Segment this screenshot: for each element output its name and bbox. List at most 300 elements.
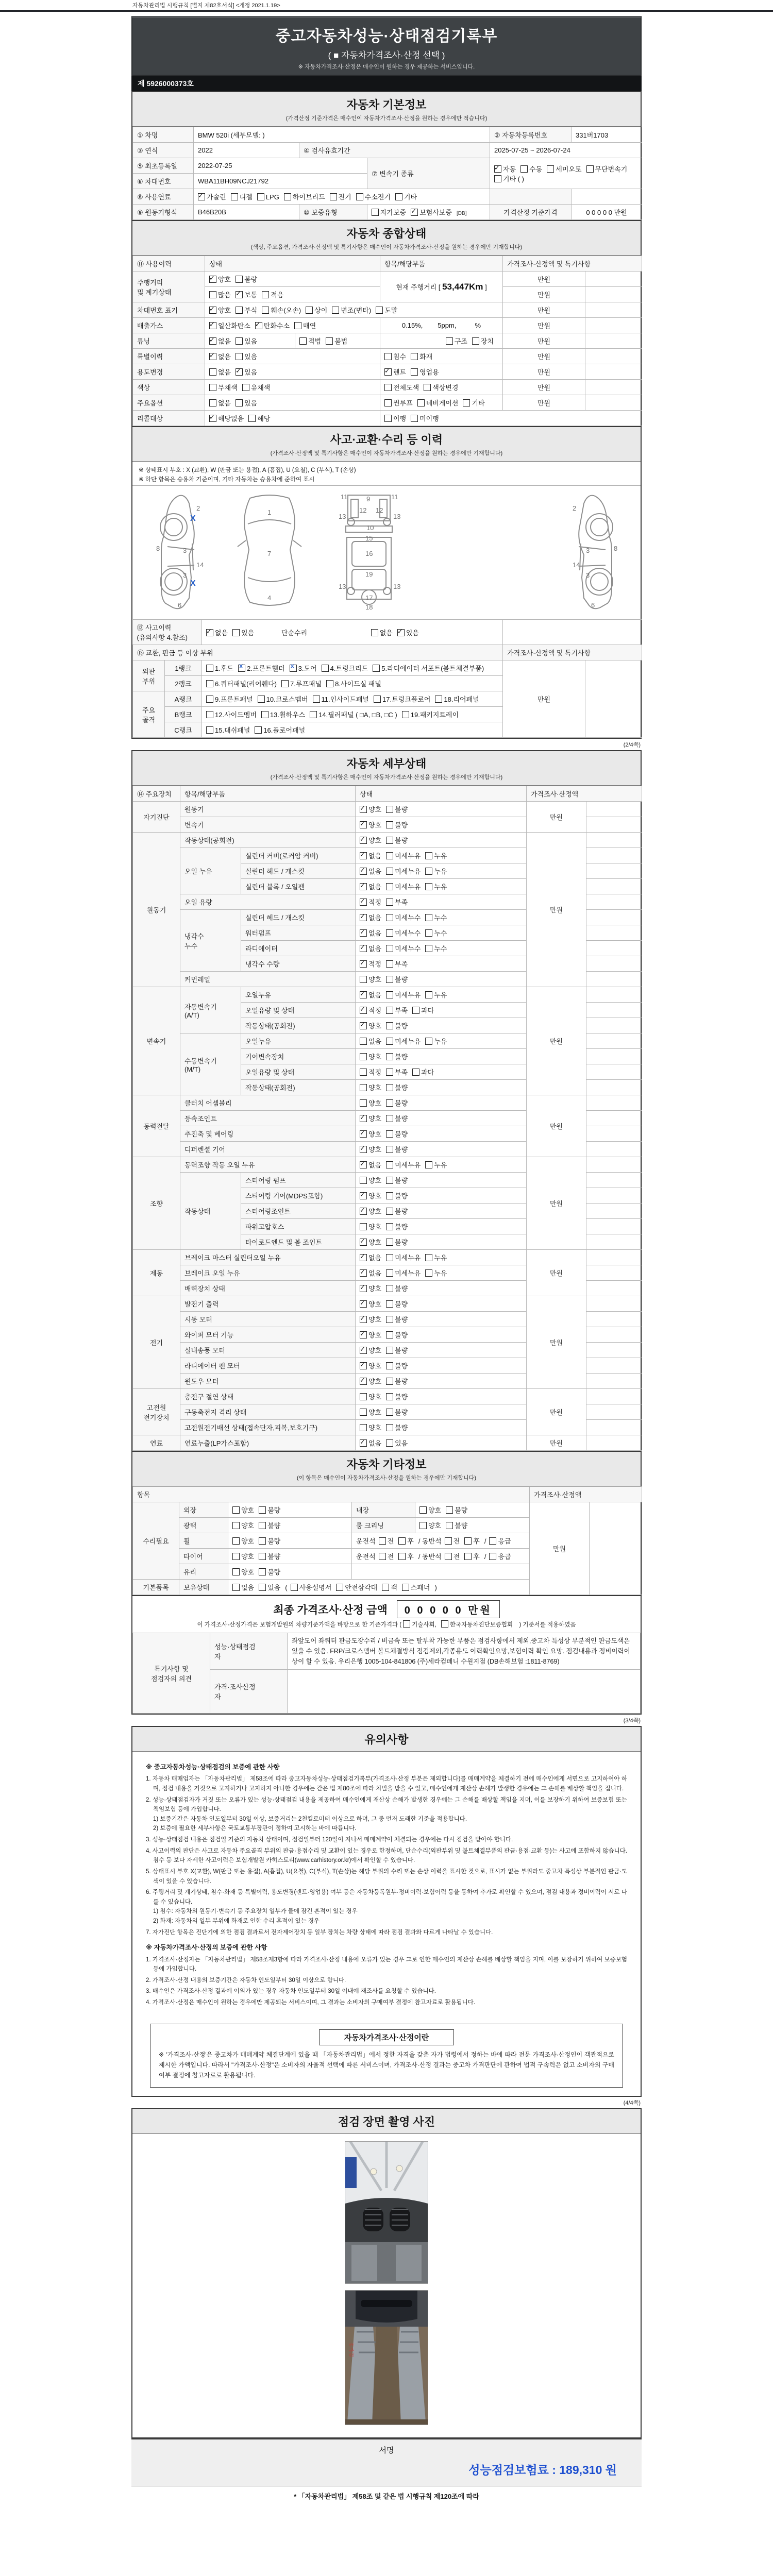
svg-text:18: 18 — [365, 603, 373, 611]
checkbox-장치[interactable]: 장치 — [472, 336, 494, 346]
checkbox-불량[interactable]: 불량 — [386, 1144, 408, 1154]
svg-text:2: 2 — [196, 504, 200, 512]
state-checks — [356, 941, 527, 956]
item-label: 커먼레일 — [180, 972, 356, 987]
checkbox-18.리어패널[interactable]: 18.리어패널 — [435, 694, 479, 704]
checkbox-양호[interactable]: ✓ 양호 — [360, 1144, 381, 1154]
price-cell: 만원 — [503, 272, 585, 287]
svg-text:14: 14 — [573, 561, 580, 569]
part-label: 스티어링 펌프 — [241, 1173, 356, 1188]
checkbox-불량[interactable]: 불량 — [386, 1283, 408, 1293]
checkbox-누유[interactable]: 누유 — [425, 1268, 447, 1278]
checkbox-없음[interactable]: ✓ 없음 — [360, 928, 381, 938]
notice-item-0-1: 2. 성능·상태점검자가 거짓 또는 오류가 있는 성능·상태점검 내용을 제공하여 매수인에게 재산상 손해가 발생한 경우에는 그 손해를 배상할 책임을 지며, 이를 보장하기 위하여 보증보험 또는 책임보험 등에 가입합니다. 1) 보증기간은 자동차 인도일부터 30일 이상, 보증거리는 2천킬로미터 이상으로 하며, 그 중 먼저 도래한 기준을 적용합니다. 2) 보증에 필요한 세부사항은 국토교통부장관이 정하여 고시하는 바에 따릅니다. — [146, 1797, 627, 1832]
checkbox-이행[interactable]: 이행 — [384, 413, 406, 423]
checkbox-부식[interactable]: 부식 — [236, 305, 257, 315]
checkbox-양호[interactable]: ✓ 양호 — [360, 1021, 381, 1030]
price-appraisal-select-line: ( ■ 자동차가격조사·산정 선택 ) — [328, 50, 445, 60]
checkbox-미세누유[interactable]: 미세누유 — [386, 990, 421, 999]
checkbox-8.사이드실 패널[interactable]: 8.사이드실 패널 — [326, 679, 381, 688]
checkbox-불량[interactable]: 불량 — [386, 1052, 408, 1061]
price-appraisal-definition-box — [150, 2024, 623, 2088]
checkbox-미세누유[interactable]: 미세누유 — [386, 1036, 421, 1046]
checkbox-누유[interactable]: 누유 — [425, 851, 447, 860]
col-usage-history: ⑪ 사용이력 — [133, 256, 205, 272]
checkbox-불량[interactable]: 불량 — [386, 820, 408, 829]
document-body — [131, 0, 642, 2503]
checkbox-미이행[interactable]: 미이행 — [411, 413, 439, 423]
notice-item-0-4: 5. 상태표시 부호 X(교환), W(판금 또는 용접), A(흠집), U(요철), C(부식), T(손상)는 해당 부위의 수리 또는 손상 이력을 표시한 것으로, 표시가 없는 부위라도 중고차 특성상 부분적인 판금·도색이 있을 수 있습니다. — [146, 1868, 627, 1885]
checkbox-많음[interactable]: 많음 — [209, 290, 231, 299]
checkbox-불량[interactable]: 불량 — [386, 1175, 408, 1185]
checkbox-네비게이션[interactable]: 네비게이션 — [417, 398, 459, 408]
checkbox-불량[interactable]: 불량 — [386, 835, 408, 845]
opinion-table — [132, 1633, 641, 1714]
checkbox-1.후드[interactable]: 1.후드 — [206, 663, 233, 673]
checkbox-훼손(오손)[interactable]: 훼손(오손) — [262, 305, 301, 315]
part-label: 작동상태(공회전) — [241, 1018, 356, 1033]
checkbox-양호[interactable]: 양호 — [360, 1222, 381, 1231]
checkbox-기술사회,[interactable]: 기술사회, — [403, 1620, 436, 1629]
checkbox-양호[interactable]: 양호 — [360, 974, 381, 984]
svg-text:4: 4 — [267, 594, 272, 602]
checkbox-불량[interactable]: 불량 — [386, 1299, 408, 1309]
checkbox-없음[interactable]: ✓ 없음 — [360, 882, 381, 891]
checkbox-양호[interactable]: 양호 — [419, 1520, 441, 1530]
misc-info-section — [131, 1452, 642, 1596]
checkbox-없음[interactable]: 없음 — [360, 1036, 381, 1046]
checkbox-해당없음[interactable]: ✓ 해당없음 — [209, 413, 244, 423]
misc-item-a: 유리 — [179, 1564, 228, 1580]
group-outer-panel: 외판 부위 — [133, 660, 165, 691]
checkbox-부족[interactable]: 부족 — [386, 959, 408, 969]
checkbox-양호[interactable]: 양호 — [360, 1175, 381, 1185]
misc-item-a: 휠 — [179, 1533, 228, 1549]
checkbox-미세누수[interactable]: 미세누수 — [386, 912, 421, 922]
svg-text:10: 10 — [366, 524, 374, 532]
checkbox-구조[interactable]: 구조 — [446, 336, 467, 346]
accident-history-label: ⑫ 사고이력 (유의사항 4.참조) — [133, 620, 202, 645]
checkbox-있음[interactable]: ✓ 있음 — [397, 628, 419, 637]
accident-subtitle: (가격조사·산정액 및 특기사항은 매수인이 자동차가격조사·산정을 원하는 경우에만 기재합니다) — [270, 450, 503, 456]
checkbox-무단변속기[interactable]: 무단변속기 — [586, 164, 628, 174]
checkbox-7.루프패널[interactable]: 7.루프패널 — [281, 679, 322, 688]
checkbox-누수[interactable]: 누수 — [425, 943, 447, 953]
checkbox-일산화탄소[interactable]: ✓ 일산화탄소 — [209, 320, 250, 330]
checkbox-10.크로스멤버[interactable]: 10.크로스멤버 — [258, 694, 308, 704]
inspection-insurance-fee: 성능점검보험료 : 189,310 원 — [468, 2463, 617, 2477]
group-price: 만원 — [527, 1435, 586, 1451]
checkbox-없음[interactable]: ✓ 없음 — [360, 943, 381, 953]
checkbox-적음[interactable]: 적음 — [262, 290, 283, 299]
state-checks — [356, 1126, 527, 1142]
checkbox-불량[interactable]: 불량 — [386, 1392, 408, 1401]
checkbox-안전삼각대[interactable]: 안전삼각대 — [336, 1582, 377, 1592]
checkbox-17.트렁크플로어[interactable]: 17.트렁크플로어 — [374, 694, 430, 704]
checkbox-없음[interactable]: ✓ 없음 — [209, 351, 231, 361]
checkbox-11.인사이드패널[interactable]: 11.인사이드패널 — [313, 694, 369, 704]
checkbox-양호[interactable]: ✓ 양호 — [360, 1299, 381, 1309]
checkbox-양호[interactable]: 양호 — [360, 1082, 381, 1092]
checkbox-양호[interactable]: 양호 — [232, 1520, 254, 1530]
checkbox-적정[interactable]: ✓ 적정 — [360, 1005, 381, 1015]
checkbox-양호[interactable]: 양호 — [232, 1505, 254, 1515]
item-label: 원동기 — [180, 802, 356, 817]
checkbox-누유[interactable]: 누유 — [425, 882, 447, 891]
checkbox-부족[interactable]: 부족 — [386, 1067, 408, 1077]
checkbox-누수[interactable]: 누수 — [425, 912, 447, 922]
checkbox-불량[interactable]: 불량 — [386, 974, 408, 984]
misc-subtitle: (이 항목은 매수인이 자동차가격조사·산정을 원하는 경우에만 기재합니다) — [296, 1475, 477, 1481]
checkbox-무채색[interactable]: 무채색 — [209, 382, 238, 392]
checkbox-수소전기[interactable]: 수소전기 — [356, 192, 391, 201]
checkbox-불량[interactable]: 불량 — [386, 1129, 408, 1139]
checkbox-잭[interactable]: 잭 — [382, 1582, 397, 1592]
checkbox-없음[interactable]: ✓ 없음 — [360, 1160, 381, 1170]
checkbox-전[interactable]: 전 — [379, 1551, 394, 1561]
checkbox-누유[interactable]: 누유 — [425, 1252, 447, 1262]
checkbox-없음[interactable]: 없음 — [209, 398, 231, 408]
checkbox-불량[interactable]: 불량 — [386, 804, 408, 814]
checkbox-부족[interactable]: 부족 — [386, 897, 408, 907]
checkbox-해당[interactable]: 해당 — [248, 413, 270, 423]
checkbox-양호[interactable]: ✓ 양호 — [360, 835, 381, 845]
checkbox-후[interactable]: 후 — [464, 1551, 480, 1561]
checkbox-미세누수[interactable]: 미세누수 — [386, 943, 421, 953]
checkbox-없음[interactable]: ✓ 없음 — [360, 1268, 381, 1278]
checkbox-자동[interactable]: ✓자동 — [494, 164, 516, 174]
checkbox-5.라디에이터 서포트(볼트체결부품)[interactable]: 5.라디에이터 서포트(볼트체결부품) — [373, 663, 484, 673]
checkbox-있음[interactable]: 있음 — [236, 398, 257, 408]
checkbox-양호[interactable]: 양호 — [232, 1551, 254, 1561]
inline-text: / — [484, 1537, 486, 1545]
checkbox-9.프론트패널[interactable]: 9.프론트패널 — [206, 694, 253, 704]
checkbox-유채색[interactable]: 유채색 — [242, 382, 271, 392]
checkbox-양호[interactable]: ✓ 양호 — [360, 1330, 381, 1340]
checkbox-누유[interactable]: 누유 — [425, 866, 447, 876]
part-label: 스티어링 기어(MDPS포함) — [241, 1188, 356, 1204]
svg-text:7: 7 — [267, 550, 272, 557]
notice-item-1-2: 3. 매수인은 가격조사·산정 결과에 이의가 있는 경우 자동차 인도일부터 30일 이내에 재조사를 요청할 수 있습니다. — [146, 1988, 436, 1995]
checkbox-사용설명서[interactable]: 사용설명서 — [291, 1582, 332, 1592]
checkbox-불량[interactable]: 불량 — [386, 1222, 408, 1231]
checkbox-전체도색[interactable]: 전체도색 — [384, 382, 419, 392]
item-label: 고전원전기배선 상태(접속단자,피복,보호기구) — [180, 1420, 356, 1435]
checkbox-과다[interactable]: 과다 — [412, 1005, 434, 1015]
group-price: 만원 — [527, 987, 586, 1095]
checkbox-없음[interactable]: ✓ 없음 — [360, 990, 381, 999]
checkbox-불량[interactable]: 불량 — [259, 1505, 280, 1515]
state-checks — [356, 1234, 527, 1250]
checkbox-불량[interactable]: 불량 — [446, 1505, 467, 1515]
checkbox-불량[interactable]: 불량 — [236, 274, 257, 284]
checkbox-양호[interactable]: 양호 — [360, 1052, 381, 1061]
checkbox-전[interactable]: 전 — [445, 1536, 460, 1546]
item-label: 추진축 및 베어링 — [180, 1126, 356, 1142]
state-checks — [356, 1095, 527, 1111]
state-checks — [356, 956, 527, 972]
main-option-label: 주요옵션 — [133, 395, 205, 411]
checkbox-과다[interactable]: 과다 — [412, 1067, 434, 1077]
checkbox-불량[interactable]: 불량 — [386, 1422, 408, 1432]
checkbox-불량[interactable]: 불량 — [259, 1536, 280, 1546]
checkbox-없음[interactable]: 없음 — [209, 367, 231, 377]
checkbox-불량[interactable]: 불량 — [259, 1520, 280, 1530]
checkbox-있음[interactable]: 있음 — [236, 351, 257, 361]
misc-item-a: 광택 — [179, 1518, 228, 1533]
checkbox-누유[interactable]: 누유 — [425, 990, 447, 999]
device-group-1: 원동기 — [133, 833, 180, 987]
checkbox-미세누유[interactable]: 미세누유 — [386, 882, 421, 891]
car-diagram — [132, 486, 641, 619]
notice-title: 유의사항 — [364, 1733, 409, 1746]
checkbox-기타[interactable]: 기타 — [395, 192, 417, 201]
checkbox-후[interactable]: 후 — [398, 1551, 414, 1561]
checkbox-썬루프[interactable]: 썬루프 — [384, 398, 413, 408]
checkbox-양호[interactable]: ✓ 양호 — [209, 305, 231, 315]
checkbox-불량[interactable]: 불량 — [386, 1206, 408, 1216]
checkbox-없음[interactable]: ✓없음 — [206, 628, 228, 637]
accident-price: 만원 — [503, 660, 585, 738]
part-label: 라디에이터 — [241, 941, 356, 956]
misc-table — [132, 1486, 641, 1595]
basic-info-table — [132, 127, 641, 220]
state-checks — [356, 1374, 527, 1389]
checkbox-응급[interactable]: 응급 — [489, 1551, 511, 1561]
item-label: 자동변속기 (A/T) — [180, 987, 241, 1033]
checkbox-6.쿼터패널(리어휀다)[interactable]: 6.쿼터패널(리어휀다) — [206, 679, 277, 688]
checkbox-한국자동차진단보증협회[interactable]: 한국자동차진단보증협회 — [441, 1620, 513, 1629]
checkbox-2.프론트휀더[interactable]: X 2.프론트휀더 — [238, 663, 285, 673]
checkbox-불량[interactable]: 불량 — [386, 1082, 408, 1092]
checkbox-4.트렁크리드[interactable]: 4.트렁크리드 — [322, 663, 368, 673]
checkbox-하이브리드[interactable]: 하이브리드 — [284, 192, 325, 201]
checkbox-불량[interactable]: 불량 — [386, 1361, 408, 1370]
checkbox-양호[interactable]: ✓ 양호 — [360, 1113, 381, 1123]
checkbox-없음[interactable]: 없음 — [371, 628, 393, 637]
price-appraisal-note: ※ 자동차가격조사·산정은 매수인이 원하는 경우 제공하는 서비스입니다. — [298, 64, 475, 70]
checkbox-19.패키지트레이[interactable]: 19.패키지트레이 — [402, 709, 459, 719]
checkbox-16.플로어패널[interactable]: 16.플로어패널 — [255, 725, 305, 735]
car-name-label: ① 차명 — [133, 127, 194, 143]
checkbox-렌트[interactable]: ✓ 렌트 — [384, 367, 406, 377]
checkbox-불법[interactable]: 불법 — [326, 336, 347, 346]
checkbox-미세누유[interactable]: 미세누유 — [386, 866, 421, 876]
checkbox-상이[interactable]: 상이 — [306, 305, 327, 315]
checkbox-불량[interactable]: 불량 — [386, 1098, 408, 1108]
checkbox-응급[interactable]: 응급 — [489, 1536, 511, 1546]
rank-items-0 — [202, 660, 503, 676]
color-label: 색상 — [133, 380, 205, 395]
svg-text:8: 8 — [156, 545, 160, 552]
opinion-label: 특기사항 및 점검자의 의견 — [133, 1633, 210, 1714]
checkbox-12.사이드멤버[interactable]: 12.사이드멤버 — [206, 709, 257, 719]
state-checks — [356, 1404, 527, 1420]
checkbox-없음[interactable]: ✓ 없음 — [360, 1252, 381, 1262]
checkbox-후[interactable]: 후 — [398, 1536, 414, 1546]
state-checks — [356, 817, 527, 833]
checkbox-불량[interactable]: 불량 — [386, 1376, 408, 1386]
checkbox-보험사보증[interactable]: ✓ 보험사보증 — [411, 207, 452, 217]
checkbox-미세누유[interactable]: 미세누유 — [386, 1268, 421, 1278]
misc-col-item: 항목 — [133, 1487, 530, 1502]
checkbox-3.도어[interactable]: X 3.도어 — [290, 663, 317, 673]
state-checks — [356, 863, 527, 879]
misc-checks-a — [228, 1502, 352, 1518]
checkbox-13.휠하우스[interactable]: 13.휠하우스 — [261, 709, 305, 719]
item-label: 배력장치 상태 — [180, 1281, 356, 1296]
warranty-options — [367, 205, 490, 220]
part-label: 오일유량 및 상태 — [241, 1064, 356, 1080]
checkbox-미세누수[interactable]: 미세누수 — [386, 928, 421, 938]
checkbox-후[interactable]: 후 — [464, 1536, 480, 1546]
recall-checks-2 — [380, 411, 642, 426]
checkbox-디젤[interactable]: 디젤 — [231, 192, 253, 201]
part-label: 타이로드엔드 및 볼 조인트 — [241, 1234, 356, 1250]
state-checks — [356, 1064, 527, 1080]
checkbox-있음[interactable]: 있음 — [232, 628, 254, 637]
checkbox-양호[interactable]: 양호 — [360, 1422, 381, 1432]
checkbox-누유[interactable]: 누유 — [425, 1160, 447, 1170]
checkbox-양호[interactable]: ✓ 양호 — [360, 1345, 381, 1355]
checkbox-있음[interactable]: 있음 — [386, 1438, 408, 1448]
checkbox-침수[interactable]: 침수 — [384, 351, 406, 361]
checkbox-적정[interactable]: 적정 — [360, 1067, 381, 1077]
checkbox-양호[interactable]: ✓ 양호 — [360, 1376, 381, 1386]
checkbox-변조(변타)[interactable]: 변조(변타) — [332, 305, 371, 315]
exchange-mark-rear-door: X — [190, 579, 196, 588]
checkbox-전기[interactable]: 전기 — [330, 192, 351, 201]
checkbox-없음[interactable]: ✓ 없음 — [360, 1438, 381, 1448]
checkbox-없음[interactable]: ✓ 없음 — [360, 851, 381, 860]
checkbox-불량[interactable]: 불량 — [386, 1191, 408, 1200]
part-label: 실린더 블록 / 오일팬 — [241, 879, 356, 894]
checkbox-14.필러패널 ( □A, □B, □C )[interactable]: 14.필러패널 ( □A, □B, □C ) — [310, 709, 397, 719]
checkbox-없음[interactable]: ✓ 없음 — [209, 336, 231, 346]
svg-text:11: 11 — [341, 493, 348, 501]
misc-grid — [132, 1486, 642, 1595]
checkbox-부족[interactable]: 부족 — [386, 1005, 408, 1015]
checkbox-전[interactable]: 전 — [445, 1551, 460, 1561]
checkbox-불량[interactable]: 불량 — [386, 1330, 408, 1340]
checkbox-있음[interactable]: ✓ 있음 — [236, 367, 257, 377]
reg-no-value: 331버1703 — [572, 127, 642, 143]
notice-item-1-1: 2. 가격조사·산정 내용의 보증기간은 자동차 인도일부터 30일 이상으로 합니다. — [146, 1977, 346, 1984]
state-checks — [356, 1080, 527, 1095]
checkbox-적정[interactable]: ✓ 적정 — [360, 959, 381, 969]
checkbox-없음[interactable]: 없음 — [232, 1582, 254, 1592]
checkbox-불량[interactable]: 불량 — [259, 1551, 280, 1561]
misc-col-price: 가격조사·산정액 — [530, 1487, 642, 1502]
checkbox-없음[interactable]: ✓ 없음 — [360, 866, 381, 876]
checkbox-스패너[interactable]: 스패너 — [402, 1582, 430, 1592]
checkbox-세미오토[interactable]: 세미오토 — [547, 164, 581, 174]
definition-box-text: ※ '가격조사·산정'은 중고차가 매매계약 체결단계에 있을 때 「자동차관리법」에서 정한 자격을 갖춘 자가 법령에서 정하는 바에 따라 전문 가격조사·산정인이 객관적으로 제시한 가액입니다. 따라서 "가격조사·산정"은 소비자의 자율적 선택에 따른 서비스이며, 가격조사·산정 결과는 중고차 가격판단에 관하여 법적 구속력은 없고 소비자의 구매여부 결정에 참고자료로 활용됩니다. — [159, 2050, 614, 2079]
svg-text:13: 13 — [393, 513, 401, 520]
checkbox-영업용[interactable]: 영업용 — [411, 367, 439, 377]
checkbox-양호[interactable]: 양호 — [360, 1098, 381, 1108]
checkbox-불량[interactable]: 불량 — [386, 1407, 408, 1417]
state-checks — [356, 1281, 527, 1296]
checkbox-미세누유[interactable]: 미세누유 — [386, 1252, 421, 1262]
checkbox-양호[interactable]: ✓ 양호 — [360, 1283, 381, 1293]
checkbox-양호[interactable]: ✓ 양호 — [360, 1129, 381, 1139]
checkbox-미세누유[interactable]: 미세누유 — [386, 1160, 421, 1170]
inline-text: 운전석 — [356, 1537, 376, 1545]
checkbox-양호[interactable]: 양호 — [232, 1536, 254, 1546]
checkbox-양호[interactable]: ✓양호 — [209, 274, 231, 284]
checkbox-불량[interactable]: 불량 — [446, 1520, 467, 1530]
checkbox-불량[interactable]: 불량 — [386, 1113, 408, 1123]
vin-value: WBA11BH09NCJ21792 — [194, 174, 367, 189]
item-label: 브레이크 오일 누유 — [180, 1265, 356, 1281]
checkbox-없음[interactable]: ✓ 없음 — [360, 912, 381, 922]
checkbox-양호[interactable]: 양호 — [419, 1505, 441, 1515]
checkbox-색상변경[interactable]: 색상변경 — [424, 382, 458, 392]
checkbox-화재[interactable]: 화재 — [411, 351, 432, 361]
photo-section — [131, 2108, 642, 2438]
checkbox-양호[interactable]: 양호 — [360, 1407, 381, 1417]
inline-text: / 동반석 — [418, 1537, 442, 1545]
checkbox-누유[interactable]: 누유 — [425, 1036, 447, 1046]
checkbox-양호[interactable]: ✓ 양호 — [360, 1314, 381, 1324]
checkbox-자가보증[interactable]: 자가보증 — [372, 207, 406, 217]
checkbox-수동[interactable]: 수동 — [520, 164, 542, 174]
checkbox-LPG[interactable]: LPG — [257, 193, 279, 201]
checkbox-불량[interactable]: 불량 — [386, 1314, 408, 1324]
first-reg-value: 2022-07-25 — [194, 158, 367, 174]
checkbox-탄화수소[interactable]: ✓ 탄화수소 — [255, 320, 290, 330]
checkbox-누수[interactable]: 누수 — [425, 928, 447, 938]
checkbox-양호[interactable]: ✓ 양호 — [360, 1237, 381, 1247]
misc-checks-b — [415, 1502, 530, 1518]
checkbox-양호[interactable]: ✓ 양호 — [360, 1361, 381, 1370]
item-label: 실내송풍 모터 — [180, 1343, 356, 1358]
checkbox-양호[interactable]: 양호 — [360, 1392, 381, 1401]
item-label: 시동 모터 — [180, 1312, 356, 1327]
fuel-label: ⑧ 사용연료 — [133, 189, 194, 205]
base-price-value: 0 0 0 0 0 만원 — [572, 205, 642, 220]
checkbox-가솔린[interactable]: ✓ 가솔린 — [198, 192, 226, 201]
checkbox-매연[interactable]: 매연 — [294, 320, 316, 330]
checkbox-불량[interactable]: 불량 — [386, 1021, 408, 1030]
checkbox-있음[interactable]: 있음 — [236, 336, 257, 346]
checkbox-양호[interactable]: ✓ 양호 — [360, 1206, 381, 1216]
checkbox-미세누유[interactable]: 미세누유 — [386, 851, 421, 860]
checkbox-불량[interactable]: 불량 — [259, 1567, 280, 1577]
svg-text:15: 15 — [365, 534, 373, 542]
checkbox-도말[interactable]: 도말 — [376, 305, 397, 315]
checkbox-15.대쉬패널[interactable]: 15.대쉬패널 — [206, 725, 250, 735]
checkbox-양호[interactable]: ✓ 양호 — [360, 1191, 381, 1200]
checkbox-기타 ( )[interactable]: 기타 ( ) — [494, 174, 524, 183]
checkbox-적법[interactable]: 적법 — [299, 336, 321, 346]
checkbox-양호[interactable]: ✓ 양호 — [360, 804, 381, 814]
inspection-period-label: ④ 검사유효기간 — [299, 143, 490, 158]
checkbox-기타[interactable]: 기타 — [463, 398, 484, 408]
first-reg-label: ⑤ 최초등록일 — [133, 158, 194, 174]
checkbox-보통[interactable]: ✓ 보통 — [236, 290, 257, 299]
checkbox-양호[interactable]: ✓ 양호 — [360, 820, 381, 829]
group-price: 만원 — [527, 833, 586, 987]
svg-text:8: 8 — [614, 545, 618, 552]
checkbox-적정[interactable]: ✓ 적정 — [360, 897, 381, 907]
checkbox-양호[interactable]: 양호 — [232, 1567, 254, 1577]
checkbox-불량[interactable]: 불량 — [386, 1345, 408, 1355]
checkbox-있음[interactable]: 있음 — [259, 1582, 280, 1592]
checkbox-전[interactable]: 전 — [379, 1536, 394, 1546]
checkbox-불량[interactable]: 불량 — [386, 1237, 408, 1247]
